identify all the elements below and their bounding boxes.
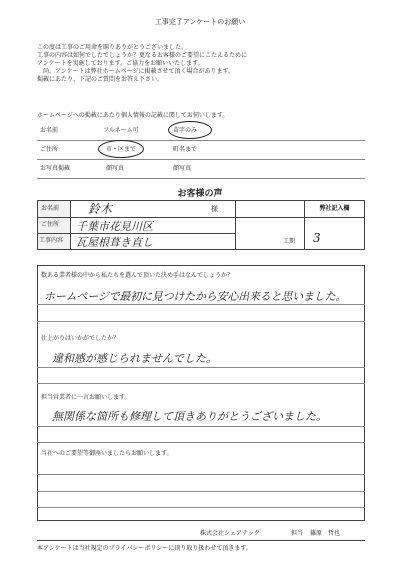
- intro-text: [37, 44, 247, 84]
- name-suffix: 様: [211, 205, 218, 213]
- work-label: 工事内容: [39, 237, 64, 244]
- answer-line: [37, 321, 365, 322]
- publication-option[interactable]: 顔写真: [106, 165, 125, 172]
- divider-line: [37, 140, 365, 141]
- intro-line: アンケートを実施しております。ご協力をお願いいたします。: [37, 60, 204, 67]
- staff-label: 担当: [291, 530, 304, 537]
- publication-option-selected[interactable]: 苗字のみ: [173, 127, 198, 134]
- answer-line: [37, 367, 365, 368]
- address-value[interactable]: 千葉市花見川区: [76, 220, 153, 233]
- intro-line: この度は工事のご用命を賜りありがとうございました。: [37, 44, 188, 51]
- intro-line: 掲載にあたり、下記のご質問をお答え下さい。: [37, 76, 164, 83]
- name-label: お名前: [41, 205, 60, 212]
- publication-label: ご住所: [40, 146, 59, 153]
- privacy-notice: 本アンケートは当社規定のプライバシーポリシーに則り取り扱わせて頂きます。: [37, 545, 252, 552]
- document-title: 工事完了アンケートのお願い: [154, 18, 246, 26]
- answer-text[interactable]: 無関係な箇所も修理して頂きありがとうございました。: [52, 410, 327, 423]
- question-text: 数ある業者様の中から私たちを選んで頂いた決め手はなんでしょうか？: [41, 272, 234, 279]
- question-text: 当社へのご要望等御座いましたらお願いします。: [41, 450, 173, 457]
- divider-line: [37, 159, 365, 160]
- period-label: 工期: [283, 238, 296, 245]
- footer-rule: [37, 540, 365, 541]
- publication-label: お写真掲載: [40, 165, 71, 172]
- work-value[interactable]: 瓦屋根葺き直し: [76, 236, 153, 249]
- publication-label: お名前: [40, 127, 59, 134]
- intro-line: 工事の内容は如何でしたでしょうか？更なるお客様のご要望にこたえるために: [37, 52, 248, 59]
- name-value[interactable]: 鈴木: [88, 202, 113, 216]
- intro-line: 尚、アンケートは弊社ホームページに掲載させて頂く場合があります。: [43, 68, 235, 75]
- row-divider: [235, 217, 365, 218]
- period-value[interactable]: 3: [313, 231, 321, 245]
- answer-text[interactable]: ホームページで最初に見つけたから安心出来ると思いました。: [44, 290, 347, 303]
- publication-option[interactable]: フルネーム可: [103, 127, 139, 134]
- publication-option-selected[interactable]: 市・区まで: [106, 146, 137, 153]
- answer-line: [37, 304, 365, 305]
- publication-option[interactable]: 顔写真: [173, 165, 192, 172]
- column-divider: [235, 200, 236, 250]
- staff-name: 篠原 哲也: [310, 530, 341, 537]
- selection-circle: [168, 121, 212, 139]
- answer-line: [37, 507, 365, 508]
- answer-line: [37, 491, 365, 492]
- selection-circle: [98, 140, 144, 158]
- company-use-label: 弊社記入欄: [319, 205, 350, 212]
- company-name: 株式会社シェアテック: [200, 530, 260, 537]
- section-title: お客様の声: [177, 189, 223, 199]
- question-text: 仕上がりはいかがでしたか？: [41, 335, 120, 342]
- publication-question: ホームページへの掲載にあたり個人情報の記載に関してお伺いします。: [37, 112, 229, 119]
- answer-text[interactable]: 違和感が感じられませんでした。: [52, 352, 217, 365]
- answer-line: [37, 442, 365, 443]
- answer-line: [37, 474, 365, 475]
- answer-line: [37, 383, 365, 384]
- publication-option[interactable]: 町名まで: [173, 146, 198, 153]
- address-label: ご住所: [41, 221, 60, 228]
- answer-line: [37, 426, 365, 427]
- question-text: 担当営業者に一言お願いします。: [41, 394, 131, 401]
- divider-line: [37, 178, 365, 179]
